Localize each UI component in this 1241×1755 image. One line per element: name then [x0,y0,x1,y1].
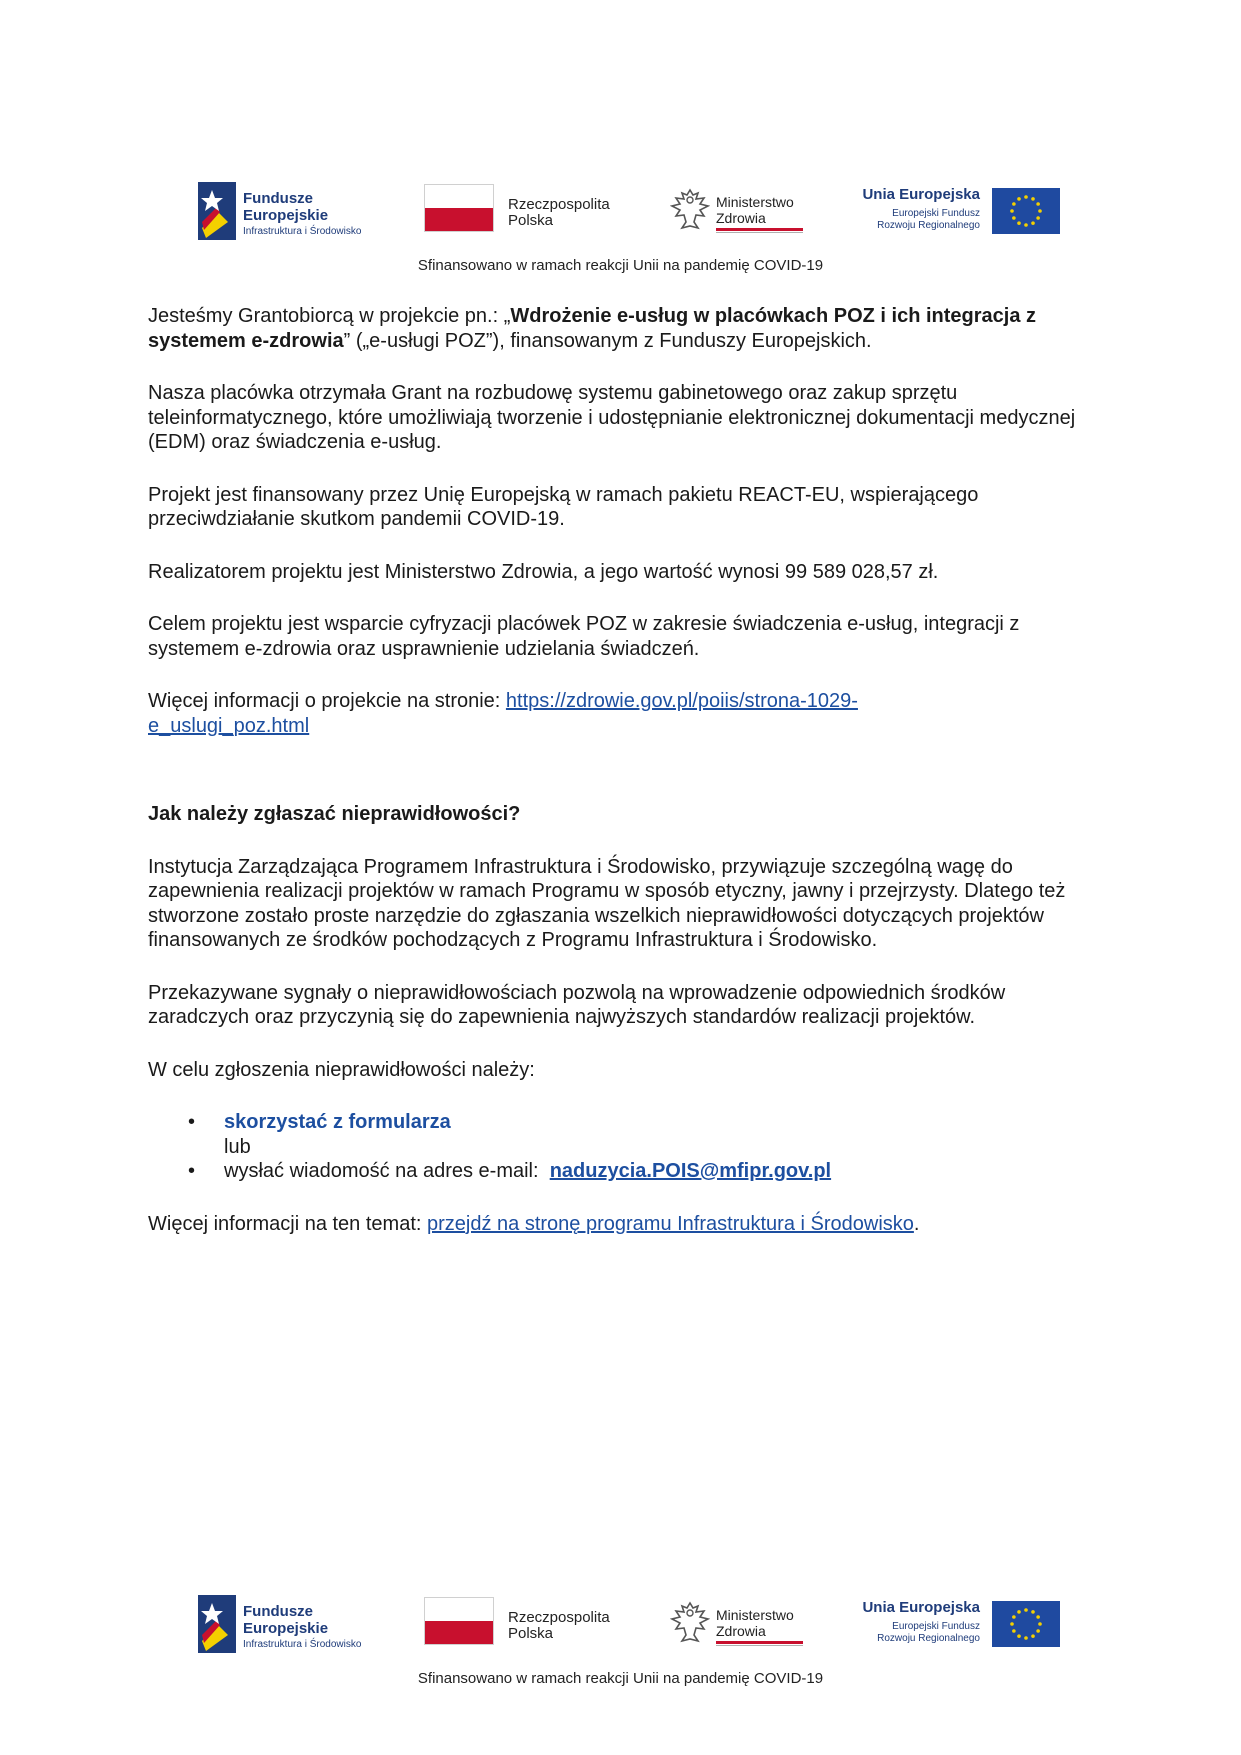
eagle-emblem-icon [670,186,710,234]
eu-flag-icon [992,188,1060,234]
fe-line3: Infrastruktura i Środowisko [243,226,362,237]
fe-line1: Fundusze [243,190,313,207]
fundusze-europejskie-logo [198,180,398,242]
signals-paragraph: Przekazywane sygnały o nieprawidłowościach pozwolą na wprowadzenie odpowiednich środków zaradczych oraz przyczynią się do zapewnienia najwyższych standardów realizacji projektów. [148,981,1006,1028]
project-name: Wdrożenie e-usług w placówkach POZ i ich integracja z systemem e-zdrowia [148,305,1037,352]
ue-line3: Rozwoju Regionalnego [877,220,980,231]
mz-red-line [716,228,803,231]
eu-star-icon [1031,1610,1035,1614]
eu-star-icon [1017,1634,1021,1638]
mz-red-line [716,1641,803,1644]
list-item [148,1110,1093,1159]
goal-paragraph: Celem projektu jest wsparcie cyfryzacji placówek POZ w zakresie świadczenia e-usług, integracji z systemem e-zdrowia oraz usprawnienie udzielania świadczeń. [148,613,1020,660]
eu-flag-icon [992,1601,1060,1647]
eu-star-icon [1017,197,1021,201]
form-link[interactable]: skorzystać z formularza [224,1111,451,1133]
rzeczpospolita-polska-logo [424,180,634,242]
rp-line1: Rzeczpospolita [508,196,610,213]
eu-star-icon [1031,221,1035,225]
eu-star-icon [1010,1622,1014,1626]
ue-line1: Unia Europejska [862,186,980,203]
mz-grey-line [716,1645,803,1646]
mz-grey-line [716,232,803,233]
program-info-paragraph: Więcej informacji na ten temat: przejdź na stronę programu Infrastruktura i Środowisko. [148,1212,920,1235]
mz-line2: Zdrowia [716,1623,766,1639]
eu-star-icon [1036,202,1040,206]
how-to-report-paragraph: W celu zgłoszenia nieprawidłowości należy: [148,1058,535,1081]
ministerstwo-zdrowia-logo [670,180,810,242]
bullet-icon: • [188,1111,196,1133]
polish-flag-icon [424,1597,494,1645]
funded-caption-bottom: Sfinansowano w ramach reakcji Unii na pandemię COVID-19 [417,1670,824,1687]
mz-line2: Zdrowia [716,210,766,226]
email-link[interactable]: naduzycia.POIS@mfipr.gov.pl [549,1160,832,1182]
fundusze-europejskie-icon [198,1595,236,1653]
list-item [148,1159,1093,1184]
fe-line1: Fundusze [243,1603,313,1620]
eu-star-icon [1031,197,1035,201]
unia-europejska-logo [846,1593,1060,1655]
eu-star-icon [1038,209,1042,213]
program-info-pre: Więcej informacji na ten temat: [148,1212,427,1235]
eu-star-icon [1024,195,1028,199]
eu-star-icon [1036,1615,1040,1619]
document-body [148,304,1093,1236]
fe-line2: Europejskie [243,207,329,224]
eu-star-icon [1036,216,1040,220]
ue-line2: Europejski Fundusz [892,208,980,219]
project-page-link[interactable]: https://zdrowie.gov.pl/poiis/strona-1029- e_uslugi_poz.html [148,690,858,737]
eagle-emblem-icon [670,1599,710,1647]
eu-star-icon [1012,1615,1016,1619]
unia-europejska-logo [846,180,1060,242]
ministerstwo-zdrowia-logo [670,1593,810,1655]
eu-star-icon [1038,1622,1042,1626]
logo-bar-bottom [198,1593,1060,1655]
intro-paragraph [148,304,1093,353]
rp-line2: Polska [508,212,554,229]
eu-star-icon [1024,1636,1028,1640]
rzeczpospolita-polska-logo [424,1593,634,1655]
eu-star-icon [1010,209,1014,213]
institution-paragraph: Instytucja Zarządzająca Programem Infrastruktura i Środowisko, przywiązuje szczególną wagę do zapewnienia realizacji projektów w ramach Programu w sposób etyczny, jawny i przejrzysty. Dlatego też stworzone zostało proste narzędzie do zgłaszania wszelkich nieprawidłowości dotyczących projektów finansowanych ze środków pochodzących z Programu Infrastruktura i Środowisko. [148,855,1066,951]
eu-star-icon [1012,216,1016,220]
report-options-list [148,1110,1093,1184]
fundusze-europejskie-icon [198,182,236,240]
fe-line2: Europejskie [243,1620,329,1637]
intro-post: ” („e-usługi POZ”), finansowanym z Funduszy Europejskich. [343,329,872,352]
ue-line3: Rozwoju Regionalnego [877,1633,980,1644]
fe-line3: Infrastruktura i Środowisko [243,1639,362,1650]
mz-line1: Ministerstwo [716,194,794,210]
polish-flag-icon [424,184,494,232]
eu-star-icon [1031,1634,1035,1638]
rp-line1: Rzeczpospolita [508,1609,610,1626]
fundusze-europejskie-logo [198,1593,398,1655]
irregularities-heading: Jak należy zgłaszać nieprawidłowości? [148,803,521,825]
program-page-link[interactable]: przejdź na stronę programu Infrastruktura i Środowisko [427,1212,914,1235]
logo-bar-top [198,180,1060,242]
more-info-paragraph [148,689,1093,738]
or-text: lub [224,1135,251,1158]
eu-star-icon [1036,1629,1040,1633]
funded-caption-top: Sfinansowano w ramach reakcji Unii na pandemię COVID-19 [417,257,824,274]
mz-line1: Ministerstwo [716,1607,794,1623]
eu-star-icon [1017,1610,1021,1614]
eu-star-icon [1012,202,1016,206]
eu-star-icon [1017,221,1021,225]
more-info-pre: Więcej informacji o projekcie na stronie: [148,690,506,712]
eu-star-icon [1024,1608,1028,1612]
ue-line2: Europejski Fundusz [892,1621,980,1632]
ue-line1: Unia Europejska [862,1599,980,1616]
bullet-icon: • [188,1160,196,1182]
funding-paragraph: Projekt jest finansowany przez Unię Europejską w ramach pakietu REACT-EU, wspierającego przeciwdziałanie skutkom pandemii COVID-19. [148,483,979,530]
rp-line2: Polska [508,1625,554,1642]
intro-pre: Jesteśmy Grantobiorcą w projekcie pn.: „ [148,305,511,327]
email-pre: wysłać wiadomość na adres e-mail: [224,1160,550,1182]
eu-star-icon [1024,223,1028,227]
grant-paragraph: Nasza placówka otrzymała Grant na rozbudowę systemu gabinetowego oraz zakup sprzętu teleinformatycznego, które umożliwiają tworzenie i udostępnianie elektronicznej dokumentacji medycznej (EDM) oraz świadczenia e-usług. [148,382,1076,453]
value-paragraph: Realizatorem projektu jest Ministerstwo Zdrowia, a jego wartość wynosi 99 589 028,57 zł. [148,560,939,583]
eu-star-icon [1012,1629,1016,1633]
